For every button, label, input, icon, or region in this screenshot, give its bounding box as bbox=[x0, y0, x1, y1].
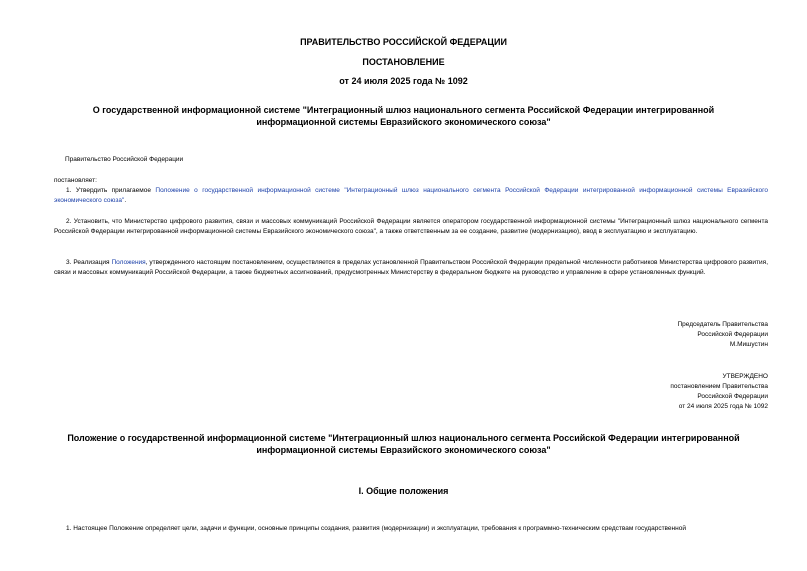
section-1-item-1: 1. Настоящее Положение определяет цели, задачи и функции, основные принципы создания, развития (модернизации) и эксплуатации, требования к программно-техническим средствам государственной bbox=[66, 525, 686, 532]
regulation-link[interactable]: Положение о государственной информационной системе "Интеграционный шлюз национального сегмента Российской Федерации интегрированной информационной системы Евразийского экономического союза" bbox=[54, 187, 768, 204]
document-date-number: от 24 июля 2025 года № 1092 bbox=[339, 76, 468, 86]
approval-date: от 24 июля 2025 года № 1092 bbox=[678, 403, 768, 410]
item-1-prefix: 1. Утвердить прилагаемое bbox=[66, 187, 151, 194]
item-3 bbox=[54, 258, 768, 278]
regulation-link-2[interactable]: Положения bbox=[111, 259, 146, 266]
government-heading: ПРАВИТЕЛЬСТВО РОССИЙСКОЙ ФЕДЕРАЦИИ bbox=[300, 37, 507, 47]
item-3-prefix: 3. Реализация bbox=[66, 259, 110, 266]
signature-block bbox=[568, 320, 768, 350]
approval-stamp bbox=[568, 372, 768, 412]
regulation-title: Положение о государственной информационной системе "Интеграционный шлюз национального сегмента Российской Федерации интегрированной информационной системы Евразийского экономического союза" bbox=[67, 433, 740, 455]
signature-name: М.Мишустин bbox=[729, 341, 768, 348]
preamble-issuer: Правительство Российской Федерации bbox=[65, 156, 184, 163]
approval-country: Российской Федерации bbox=[697, 393, 768, 400]
document-title: О государственной информационной системе "Интеграционный шлюз национального сегмента Российской Федерации интегрированной информационной системы Евразийского экономического союза" bbox=[92, 105, 715, 127]
section-1-title: I. Общие положения bbox=[358, 486, 449, 496]
approval-by: постановлением Правительства bbox=[670, 383, 768, 390]
approval-label: УТВЕРЖДЕНО bbox=[722, 373, 768, 380]
signature-country: Российской Федерации bbox=[697, 331, 768, 338]
document-type: ПОСТАНОВЛЕНИЕ bbox=[362, 57, 445, 67]
preamble-decides: постановляет: bbox=[54, 177, 97, 184]
signature-position: Председатель Правительства bbox=[677, 321, 768, 328]
item-1-suffix: . bbox=[124, 197, 127, 204]
item-1 bbox=[54, 186, 768, 206]
item-2: 2. Установить, что Министерство цифрового развития, связи и массовых коммуникаций Российской Федерации является оператором государственной информационной системы "Интеграционный шлюз национального сегмента Российской Федерации интегрированной информационной системы Евразийского экономического союза", а также ответственным за ее создание, развитие (модернизацию), ввод в эксплуатацию и эксплуатацию. bbox=[54, 218, 768, 235]
item-3-suffix: , утвержденного настоящим постановлением, осуществляется в пределах установленной Правительством Российской Федерации предельной численности работников Министерства цифрового развития, связи и массовых коммуникаций Российской Федерации, а также бюджетных ассигнований, предусмотренных Министерству в федеральном бюджете на руководство и управление в сфере установленных функций. bbox=[54, 259, 768, 276]
